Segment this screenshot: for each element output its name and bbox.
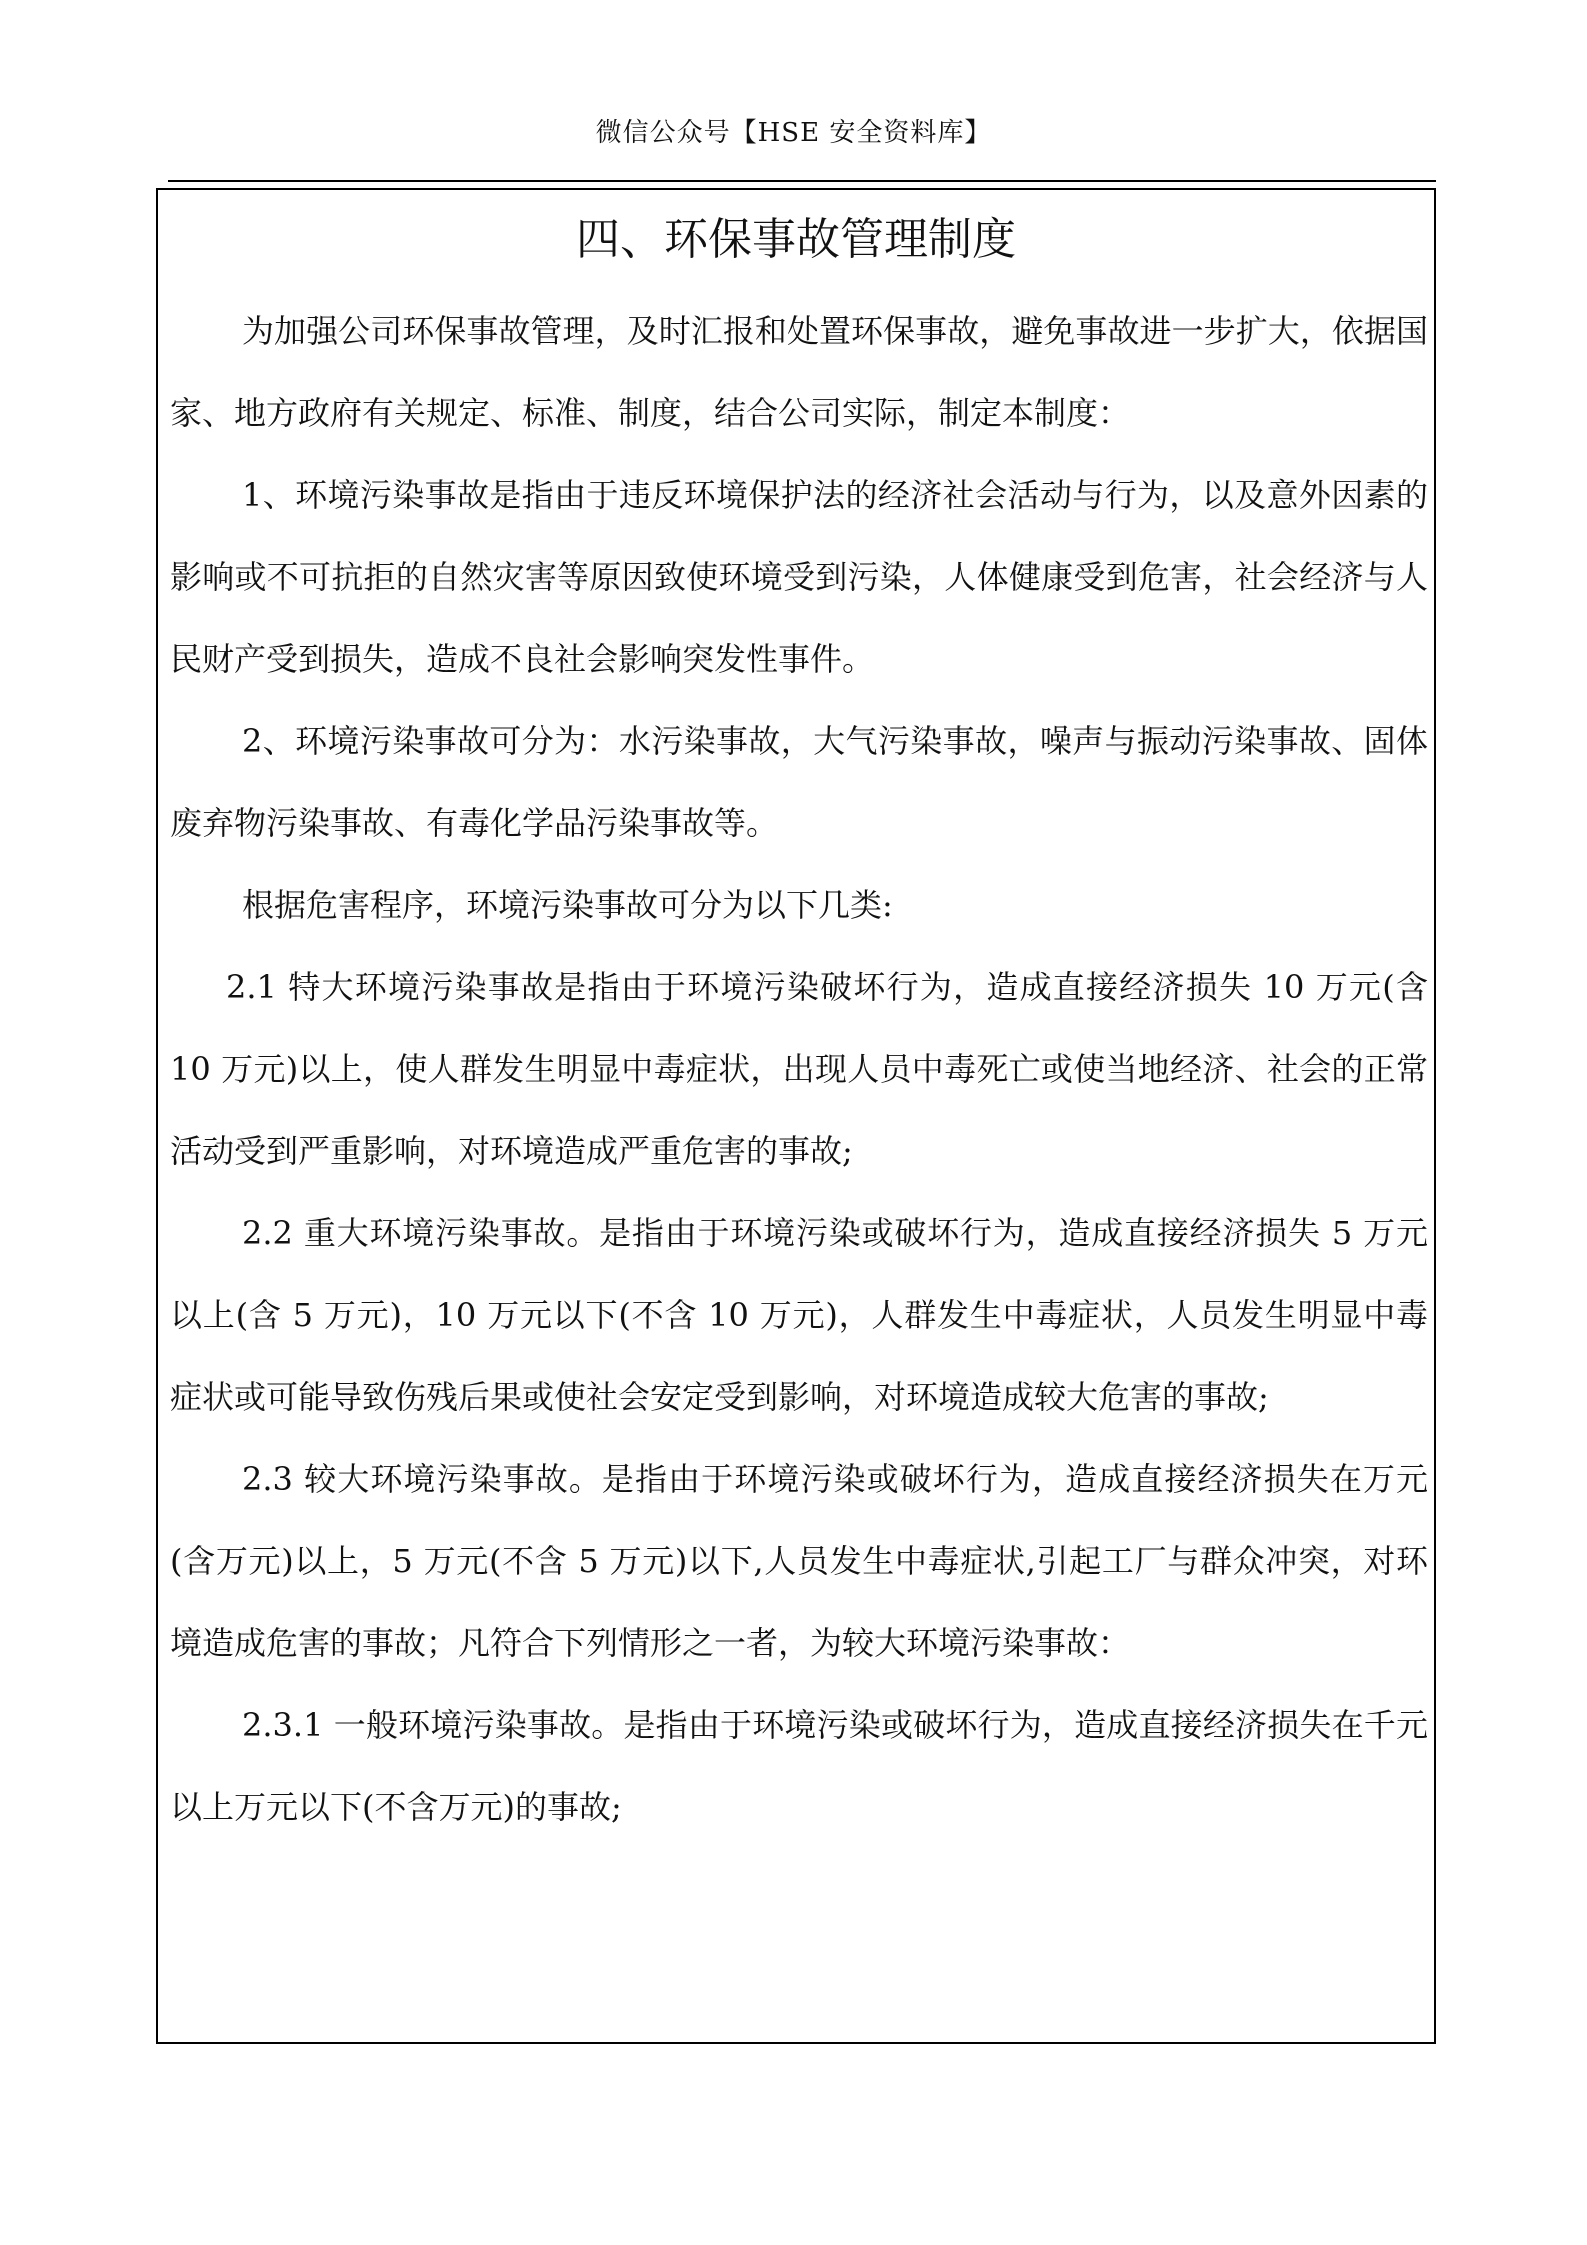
- document-frame: [156, 188, 1436, 2044]
- paragraph-classification-intro: 根据危害程序，环境污染事故可分为以下几类:: [242, 886, 893, 924]
- paragraph-level-2-2: 2.2 重大环境污染事故。是指由于环境污染或破坏行为，造成直接经济损失 5 万元以上(含 5 万元)，10 万元以下(不含 10 万元)，人群发生中毒症状，人员发生明显中毒症状或可能导致伤残后果或使社会安定受到影响，对环境造成较大危害的事故;: [170, 1214, 1428, 1416]
- paragraph-definition: 1、环境污染事故是指由于违反环境保护法的经济社会活动与行为，以及意外因素的影响或不可抗拒的自然灾害等原因致使环境受到污染，人体健康受到危害，社会经济与人民财产受到损失，造成不良社会影响突发性事件。: [170, 476, 1428, 678]
- document-body: [170, 290, 1428, 1848]
- paragraph-level-2-3-1: 2.3.1 一般环境污染事故。是指由于环境污染或破坏行为，造成直接经济损失在千元以上万元以下(不含万元)的事故;: [170, 1706, 1428, 1826]
- page-header: 微信公众号【HSE 安全资料库】: [595, 118, 992, 148]
- paragraph-intro: 为加强公司环保事故管理，及时汇报和处置环保事故，避免事故进一步扩大，依据国家、地方政府有关规定、标准、制度，结合公司实际，制定本制度：: [170, 312, 1428, 432]
- header-divider: [168, 180, 1436, 182]
- paragraph-categories: 2、环境污染事故可分为：水污染事故，大气污染事故，噪声与振动污染事故、固体废弃物污染事故、有毒化学品污染事故等。: [170, 722, 1428, 842]
- document-title: 四、环保事故管理制度: [576, 214, 1016, 265]
- paragraph-level-2-1: 2.1 特大环境污染事故是指由于环境污染破坏行为，造成直接经济损失 10 万元(含 10 万元)以上，使人群发生明显中毒症状，出现人员中毒死亡或使当地经济、社会的正常活动受到严重影响，对环境造成严重危害的事故;: [170, 968, 1428, 1170]
- paragraph-level-2-3: 2.3 较大环境污染事故。是指由于环境污染或破坏行为，造成直接经济损失在万元(含万元)以上，5 万元(不含 5 万元)以下,人员发生中毒症状,引起工厂与群众冲突，对环境造成危害的事故；凡符合下列情形之一者，为较大环境污染事故：: [170, 1460, 1428, 1662]
